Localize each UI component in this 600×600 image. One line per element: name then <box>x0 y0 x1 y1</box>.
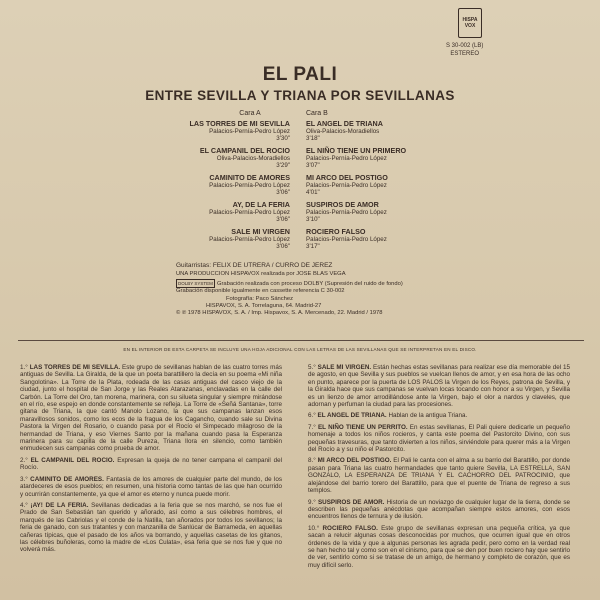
track-authors: Palacios-Pernía-Pedro López <box>209 182 290 189</box>
hispavox-logo <box>458 8 482 38</box>
dolby-line <box>176 279 476 288</box>
note-heading: SALE MI VIRGEN. <box>317 364 372 371</box>
track-duration: 3'06" <box>276 189 290 196</box>
note-text: Historia de un noviazgo de cualquier lugar de la tierra, donde se describen las pequeñas anécdotas que acompañan siempre estos amores, con esos encuentros llenos de ternura y de ilusión. <box>308 498 571 521</box>
catalog-number: S 30-002 (LB) <box>446 43 484 49</box>
track-item <box>150 201 290 223</box>
note-text: Expresan la queja de no tener campana el campanil del Rocío. <box>20 456 282 472</box>
credits-block <box>176 262 476 318</box>
liner-notes-left <box>20 364 282 558</box>
track-authors: Palacios-Pernía-Pedro López <box>306 209 387 216</box>
track-item <box>150 147 290 169</box>
liner-note-paragraph <box>308 525 570 569</box>
track-name: ROCIERO FALSO <box>306 227 366 236</box>
track-name: EL CAMPANIL DEL ROCIO <box>199 146 290 155</box>
note-heading: SUSPIROS DE AMOR. <box>317 498 385 506</box>
track-authors: Palacios-Pernía-Pedro López <box>306 155 387 162</box>
note-number: 8.° <box>308 457 316 465</box>
track-authors: Oliva-Palacios-Moradiellos <box>306 128 380 135</box>
copyright-line: © ℗ 1978 HISPAVOX, S. A. / Imp. Hispavox, S. A. Mercenado, 22. Madrid / 1978 <box>176 310 383 317</box>
note-text: El Pali le canta con el alma a su barrio del Barattillo, por donde pasan para Triana las cuatro hermandades que tanto quiere Sevilla, LA ESTRELLA, SAN GONZALO, LA ESPERANZA DE TRIANA Y EL CACHORRO DEL PATROCINIO, que alejándose del barrio torero del Barattillo, para que el puente de Triana de regreso a sus templos. <box>308 457 570 495</box>
track-name: AY, DE LA FERIA <box>232 200 290 209</box>
liner-note-paragraph <box>20 457 282 472</box>
track-item <box>306 228 446 250</box>
note-heading: ROCIERO FALSO. <box>322 524 378 532</box>
track-item <box>150 228 290 250</box>
track-duration: 3'30" <box>276 135 290 142</box>
cassette-note: Grabación disponible igualmente en cassette referencia C 30-002 <box>176 288 345 295</box>
note-number: 7.° <box>308 423 316 431</box>
note-text: En estas sevillanas, El Pali quiere dedicarle un pequeño homenaje a todos los niños rocieros, y canta este poema del Pastorcito Divino, con sus pequeñas travesuras, que tanto divierten a los niños, sirviéndole para querer más a la Virgen del Rocío a y su niño el Pastorcito. <box>308 423 571 454</box>
track-authors: Oliva-Palacios-Moradiellos <box>216 155 290 162</box>
track-name: LAS TORRES DE MI SEVILLA <box>189 119 290 128</box>
track-item <box>306 147 446 169</box>
note-number: 1.° <box>20 364 28 371</box>
note-text: Fantasía de los amores de cualquier parte del mundo, de los atardeceres de esos pueblos; en resumen, una historia como tantas de las que han ocurrido y ocurrirán constantemente, ya que el amor es eterno y nunca puede morir. <box>20 475 283 498</box>
liner-note-paragraph <box>308 499 570 521</box>
dolby-note: Grabación realizada con proceso DOLBY (Supresión del ruido de fondo) <box>216 280 403 287</box>
note-text: Este grupo de sevillanas expresan una pequeña crítica, ya que sacan a relucir algunas cosas desconocidas por muchos, que ocurren igual que en otros órdenes de la vida y que a algunas personas les agrada pedir, pero como en la verdad real se han hecho tal y como son en el cinismo, para que se den por buen rociero hay que sentirlo de ver, sentirlo como si se tratase de un amigo, de hermano y completo de corazón, que es muy difícil serlo. <box>308 524 570 569</box>
track-name: CAMINITO DE AMORES <box>209 173 290 182</box>
liner-note-paragraph <box>20 502 282 554</box>
note-heading: CAMINITO DE AMORES. <box>30 475 104 483</box>
side-a-header: Cara A <box>239 110 261 117</box>
catalog-info <box>446 42 483 58</box>
track-authors: Palacios-Pernía-Pedro López <box>209 128 290 135</box>
track-item <box>306 174 446 196</box>
track-duration: 3'07" <box>306 162 320 169</box>
note-text: Hablan de la antigua Triana. <box>388 412 468 420</box>
note-number: 2.° <box>20 456 28 464</box>
track-authors: Palacios-Pernía-Pedro López <box>209 236 290 243</box>
side-a-tracklist <box>150 110 290 255</box>
side-b-header: Cara B <box>306 110 328 117</box>
track-duration: 3'18" <box>306 135 320 142</box>
liner-notes-right <box>308 364 570 573</box>
note-heading: EL CAMPANIL DEL ROCIO. <box>30 456 115 464</box>
note-text: Están hechas estas sevillanas para realizar ese día memorable del 15 de agosto, en que Sevilla y sus pueblos se vuelcan llenos de amor, y en esa hora de las ocho en punto, aparece por la puerta de LOS PALOS la Virgen de los Reyes, patrona de Sevilla, y la Giralda hace que sus campanas se vuelvan locas tocando con honor a su Virgen, y Sevilla es un lienzo de amor arrodillándose ante la Virgen, bajo el olor a nardos y claveles, que adornan y perfuman la ciudad para las procesiones. <box>308 364 571 409</box>
guitarists: Guitarristas: FELIX DE UTRERA / CURRO DE JEREZ <box>176 262 333 269</box>
track-duration: 3'17" <box>306 243 320 250</box>
note-number: 4.° <box>20 501 28 509</box>
production-credit: UNA PRODUCCION HISPAVOX realizada por JOSE BLAS VEGA <box>176 271 346 278</box>
liner-note-paragraph <box>308 364 570 408</box>
note-heading: EL NIÑO TIENE UN PERRITO. <box>317 423 408 431</box>
track-name: SALE MI VIRGEN <box>231 227 290 236</box>
track-item <box>306 120 446 142</box>
logo-line-1: HISPA <box>462 17 478 23</box>
track-authors: Palacios-Pernía-Pedro López <box>306 182 387 189</box>
artist-name: EL PALI <box>262 64 338 85</box>
track-name: EL NIÑO TIENE UN PRIMERO <box>306 146 407 155</box>
divider <box>18 340 584 341</box>
note-heading: LAS TORRES DE MI SEVILLA. <box>29 364 121 371</box>
stereo-label: ESTEREO <box>450 51 480 57</box>
note-number: 10.° <box>308 524 320 532</box>
liner-note-paragraph <box>308 457 570 494</box>
side-b-tracklist <box>306 110 446 255</box>
track-name: EL ANGEL DE TRIANA <box>306 119 383 128</box>
note-number: 5.° <box>308 364 316 371</box>
note-heading: ¡AY! DE LA FERIA. <box>30 501 89 509</box>
logo-line-2: VOX <box>464 23 476 29</box>
liner-note-paragraph <box>308 412 570 419</box>
track-item <box>150 174 290 196</box>
note-number: 3.° <box>20 475 28 483</box>
track-item <box>150 120 290 142</box>
note-text: Este grupo de sevillanas hablan de las cuatro torres más antiguas de Sevilla. La Giralda, de la que un poeta barattillero la decía en su poema «Mi niña Sangolotina». La Torre de la Plata, rodeada de las casas antiguas del casco viejo de la ciudad, junto el hospital de San Jorge y las Reales Atarazanas, enclavadas en la calle del Carbón. La Torre del Oro, tan morena, marinera, con su silueta singular y siempre mirándose en el río, ese espejo en donde constantemente se refleja. La Torre de «Señá Santana», torre gitana de Triana, la que cantó Manolo Lozano, la que sus campanas lanzan esos maravillosos sonidos, como los ecos de la fragua de los Cagancho, cuando sale su Divina Pastora la Virgen del Rosario, o cuando pasa por el Rocío el Simpecado milagroso de la hermandad de Triana, y eso Viernes Santo por la mañana cuando pasa la Esperanza marinera para su capilla de la calle Pureza, Triana llora en silencio, como también enmudecen sus campanas como prueba de amor. <box>20 364 282 453</box>
liner-note-paragraph <box>20 476 282 498</box>
track-duration: 3'06" <box>276 216 290 223</box>
track-duration: 3'29" <box>276 162 290 169</box>
note-number: 9.° <box>308 498 316 506</box>
track-authors: Palacios-Pernía-Pedro López <box>209 209 290 216</box>
note-heading: MI ARCO DEL POSTIGO. <box>317 457 392 465</box>
track-item <box>306 201 446 223</box>
track-name: SUSPIROS DE AMOR <box>306 200 379 209</box>
album-title: ENTRE SEVILLA Y TRIANA POR SEVILLANAS <box>145 88 455 103</box>
lyrics-sheet-notice: EN EL INTERIOR DE ESTA CARPETA SE INCLUYE UNA HOJA ADICIONAL CON LAS LETRAS DE LAS SEVILLANAS QUE SE INTERPRETAN EN EL DISCO. <box>123 347 477 352</box>
liner-note-paragraph <box>20 364 282 453</box>
photo-credit: Fotografía: Paco Sánchez <box>226 295 294 302</box>
publisher-address: HISPAVOX, S. A. Torrelaguna, 64. Madrid-27 <box>206 303 322 310</box>
note-number: 6.° <box>308 412 316 420</box>
track-duration: 4'01" <box>306 189 320 196</box>
note-text: Sevillanas dedicadas a la feria que se nos marchó, se nos fue el Prado de San Sebastián tan querido y añorado, así como a sus célebres hombres, el marqués de las Cabriolas y el conde de la Natilla, tan añorados por todos los sevillanos; la feria de ganado, con sus tratantes y con manzanilla de Sanlúcar de Barrameda, en aquellas cañeras típicas, que el pasado de los años va borrando, y aquellas casetas de los gitanos, las célebres buñoleras, como la madre de «Los Culata», esa feria que se nos fue y que no volverá más. <box>20 501 283 554</box>
note-heading: EL ANGEL DE TRIANA. <box>317 412 387 420</box>
track-authors: Palacios-Pernía-Pedro López <box>306 236 387 243</box>
track-duration: 3'06" <box>276 243 290 250</box>
track-name: MI ARCO DEL POSTIGO <box>306 173 388 182</box>
dolby-badge: DOLBY SYSTEM <box>176 279 215 288</box>
track-duration: 3'10" <box>306 216 320 223</box>
liner-note-paragraph <box>308 424 570 454</box>
